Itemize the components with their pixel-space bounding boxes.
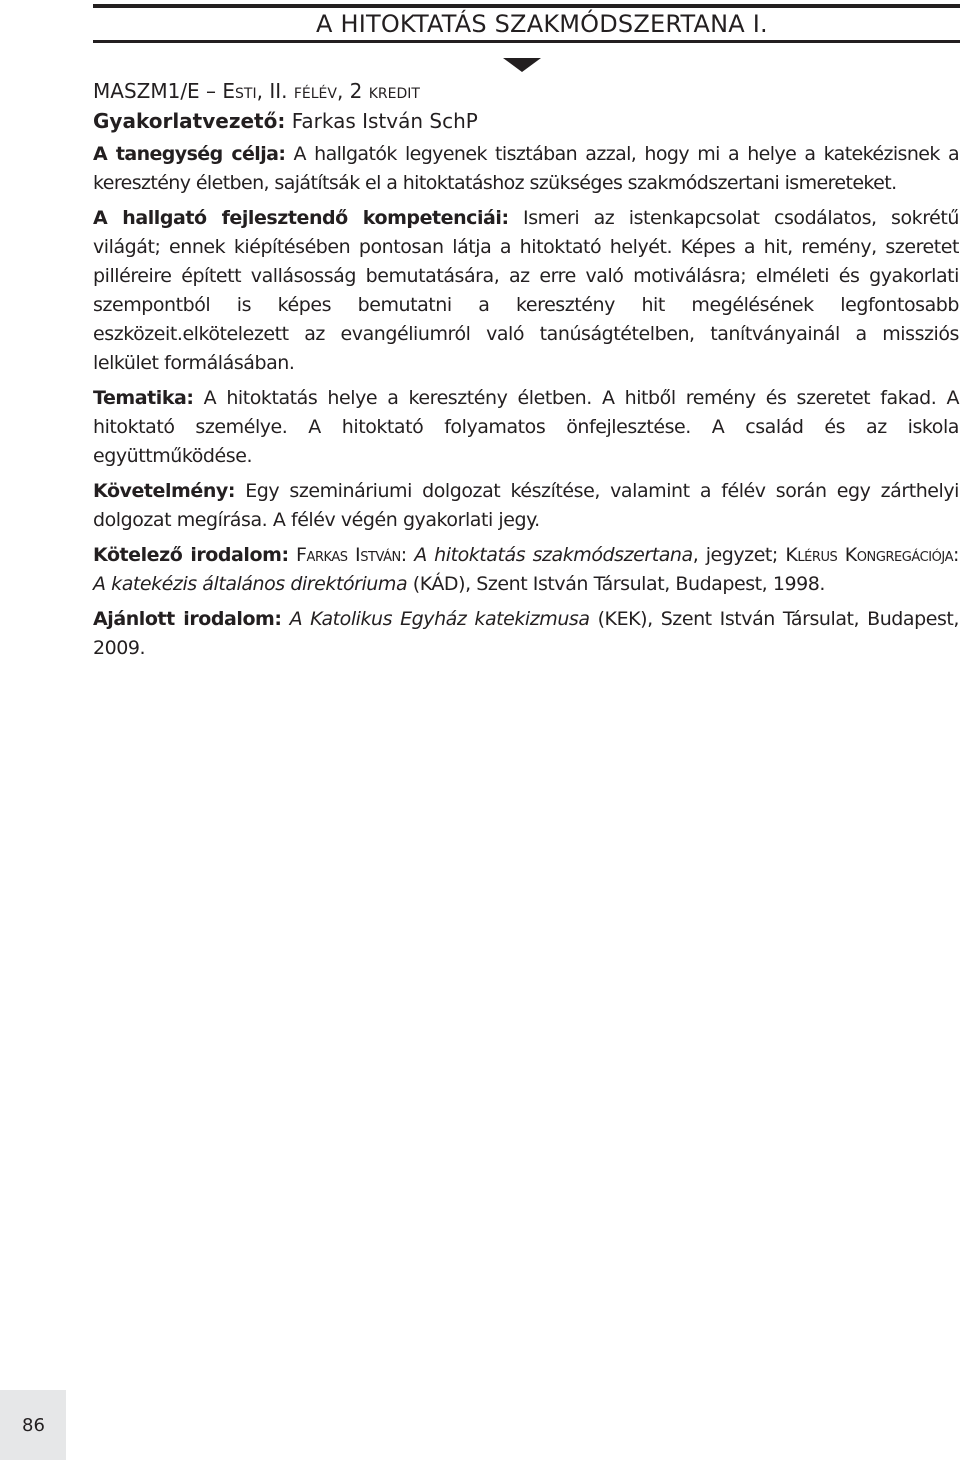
required-reading-title-2: A katekézis általános direktóriuma [93, 573, 408, 595]
competencies-text: Ismeri az istenkapcsolat csodálatos, sokrétű világát; ennek kiépítésében pontosan látja a hitoktató helyét. Képes a hit, remény, szeretet pilléreire épített vallásosság bemutatására, az erre való motiválásra; elméleti és gyakorlati szempontból is képes bemutatni a keresztény hit megélésének legfontosabb eszközeit.elkötelezett az evangéliumról való tanúságtételben, tanítványainál a missziós lelkület formálásában. [93, 207, 960, 374]
required-reading-label: Kötelező irodalom: [93, 544, 289, 566]
requirements-paragraph [93, 477, 959, 535]
triangle-down-icon [503, 58, 541, 72]
topics-text: A hitoktatás helye a keresztény életben. A hitből remény és szeretet fakad. A hitoktató személye. A hitoktató folyamatos önfejlesztése. A család és az iskola együttműködése. [93, 387, 959, 467]
required-reading-author-1: Farkas István: [288, 544, 407, 566]
goal-text: A hallgatók legyenek tisztában azzal, hogy mi a helye a katekézisnek a keresztény életben, sajátítsák el a hitoktatáshoz szükséges szakmódszertani ismereteket. [93, 143, 959, 194]
goal-paragraph [93, 140, 959, 198]
course-schedule: Esti, II. félév, 2 kredit [222, 79, 420, 103]
lecturer-line [93, 106, 959, 136]
page-header-title: A HITOKTATÁS SZAKMÓDSZERTANA I. [316, 10, 768, 38]
topics-label: Tematika: [93, 387, 194, 409]
required-reading-rest-1: , jegyzet; [692, 544, 786, 566]
competencies-label: A hallgató fejlesztendő kompetenciái: [93, 207, 509, 229]
required-reading-rest-2: (KÁD), Szent István Társulat, Budapest, 1998. [407, 573, 825, 595]
recommended-reading-paragraph [93, 605, 959, 663]
competencies-paragraph [93, 204, 959, 378]
required-reading-title-1: A hitoktatás szakmódszertana [406, 544, 693, 566]
header-rule-bottom [93, 40, 960, 43]
requirements-text: Egy szemináriumi dolgozat készítése, valamint a félév során egy zárthelyi dolgozat megírása. A félév végén gyakorlati jegy. [93, 480, 959, 531]
requirements-label: Követelmény: [93, 480, 235, 502]
header-rule-top [93, 4, 960, 8]
course-code: MASZM1/E – [93, 79, 223, 103]
required-reading-author-2: Klérus Kongregációja: [785, 544, 959, 566]
recommended-reading-label: Ajánlott irodalom: [93, 608, 282, 630]
recommended-reading-rest: (KEK), Szent István Társulat, Budapest, 2009. [93, 608, 959, 659]
course-description [93, 76, 959, 669]
lecturer-label: Gyakorlatvezető: [93, 109, 286, 133]
required-reading-paragraph [93, 541, 959, 599]
recommended-reading-title: A Katolikus Egyház katekizmusa [281, 608, 590, 630]
lecturer-name: Farkas István SchP [285, 109, 478, 133]
topics-paragraph [93, 384, 959, 471]
page-number: 86 [22, 1415, 45, 1436]
course-code-line [93, 76, 959, 106]
goal-label: A tanegység célja: [93, 143, 286, 165]
